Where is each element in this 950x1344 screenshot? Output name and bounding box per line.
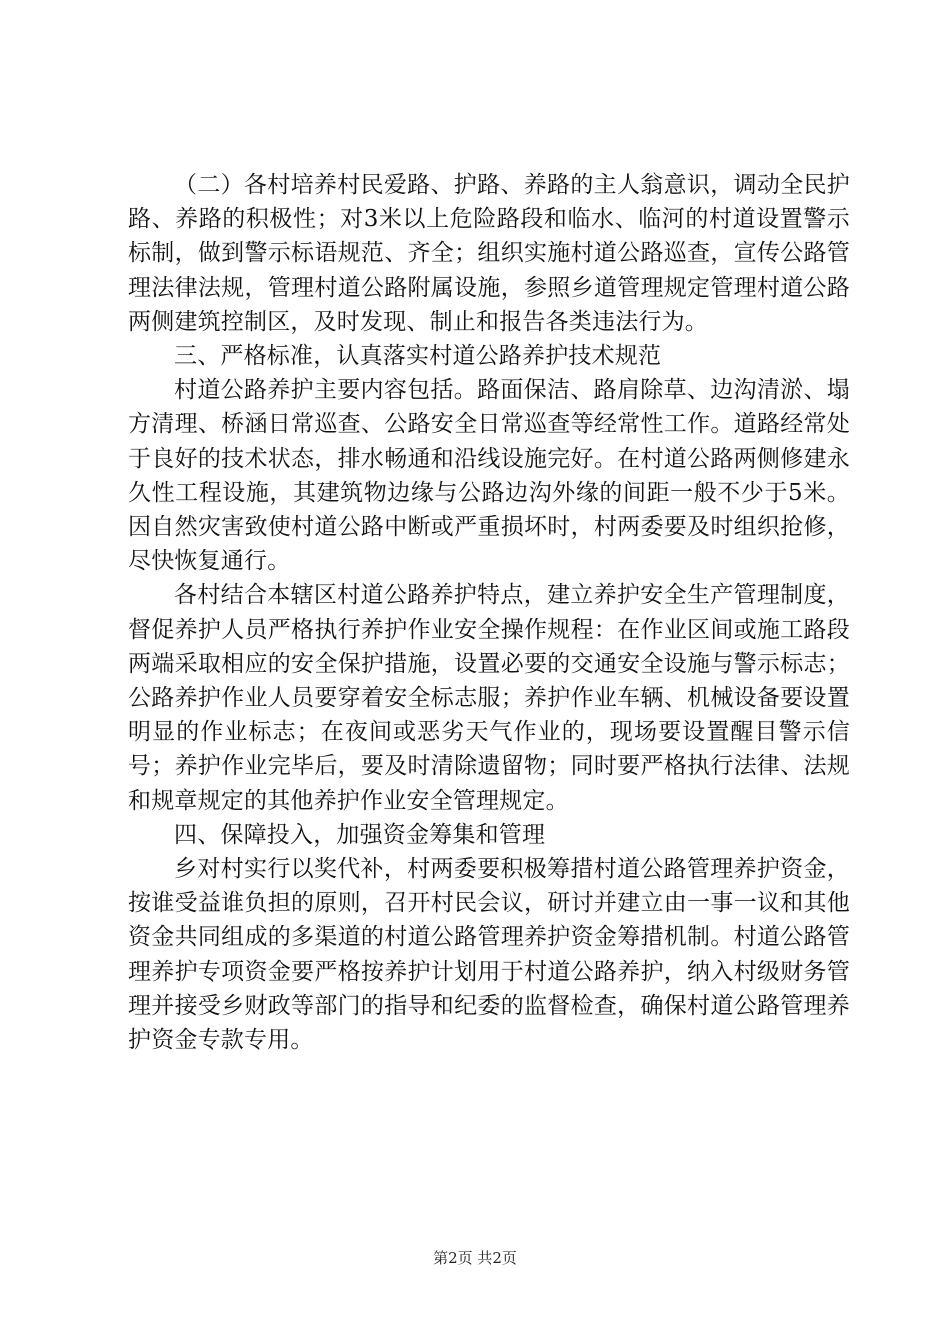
document-body: [128, 168, 850, 1057]
section-heading-3: 三、严格标准，认真落实村道公路养护技术规范: [174, 343, 662, 370]
paragraph-villager-awareness: （二）各村培养村民爱路、护路、养路的主人翁意识，调动全民护路、养路的积极性；对3米以上危险路段和临水、临河的村道设置警示标制，做到警示标语规范、齐全；组织实施村道公路巡查，宣传公路管理法律法规，管理村道公路附属设施，参照乡道管理规定管理村道公路两侧建筑控制区，及时发现、制止和报告各类违法行为。: [128, 172, 850, 335]
paragraph-funding: 乡对村实行以奖代补，村两委要积极筹措村道公路管理养护资金，按谁受益谁负担的原则，召开村民会议，研讨并建立由一事一议和其他资金共同组成的多渠道的村道公路管理养护资金筹措机制。村道公路管理养护专项资金要严格按养护计划用于村道公路养护，纳入村级财务管理并接受乡财政等部门的指导和纪委的监督检查，确保村道公路管理养护资金专款专用。: [128, 856, 850, 1054]
paragraph-maintenance-content: 村道公路养护主要内容包括。路面保洁、路肩除草、边沟清淤、塌方清理、桥涵日常巡查、公路安全日常巡查等经常性工作。道路经常处于良好的技术状态，排水畅通和沿线设施完好。在村道公路两侧修建永久性工程设施，其建筑物边缘与公路边沟外缘的间距一般不少于5米。因自然灾害致使村道公路中断或严重损坏时，村两委要及时组织抢修，尽快恢复通行。: [128, 377, 850, 575]
page-number-footer: 第2页 共2页: [433, 1249, 517, 1267]
paragraph-safety-management: 各村结合本辖区村道公路养护特点，建立养护安全生产管理制度，督促养护人员严格执行养护作业安全操作规程：在作业区间或施工路段两端采取相应的安全保护措施，设置必要的交通安全设施与警示标志；公路养护作业人员要穿着安全标志服；养护作业车辆、机械设备要设置明显的作业标志；在夜间或恶劣天气作业的，现场要设置醒目警示信号；养护作业完毕后，要及时清除遗留物；同时要严格执行法律、法规和规章规定的其他养护作业安全管理规定。: [128, 582, 850, 814]
section-heading-4: 四、保障投入，加强资金筹集和管理: [174, 821, 546, 848]
